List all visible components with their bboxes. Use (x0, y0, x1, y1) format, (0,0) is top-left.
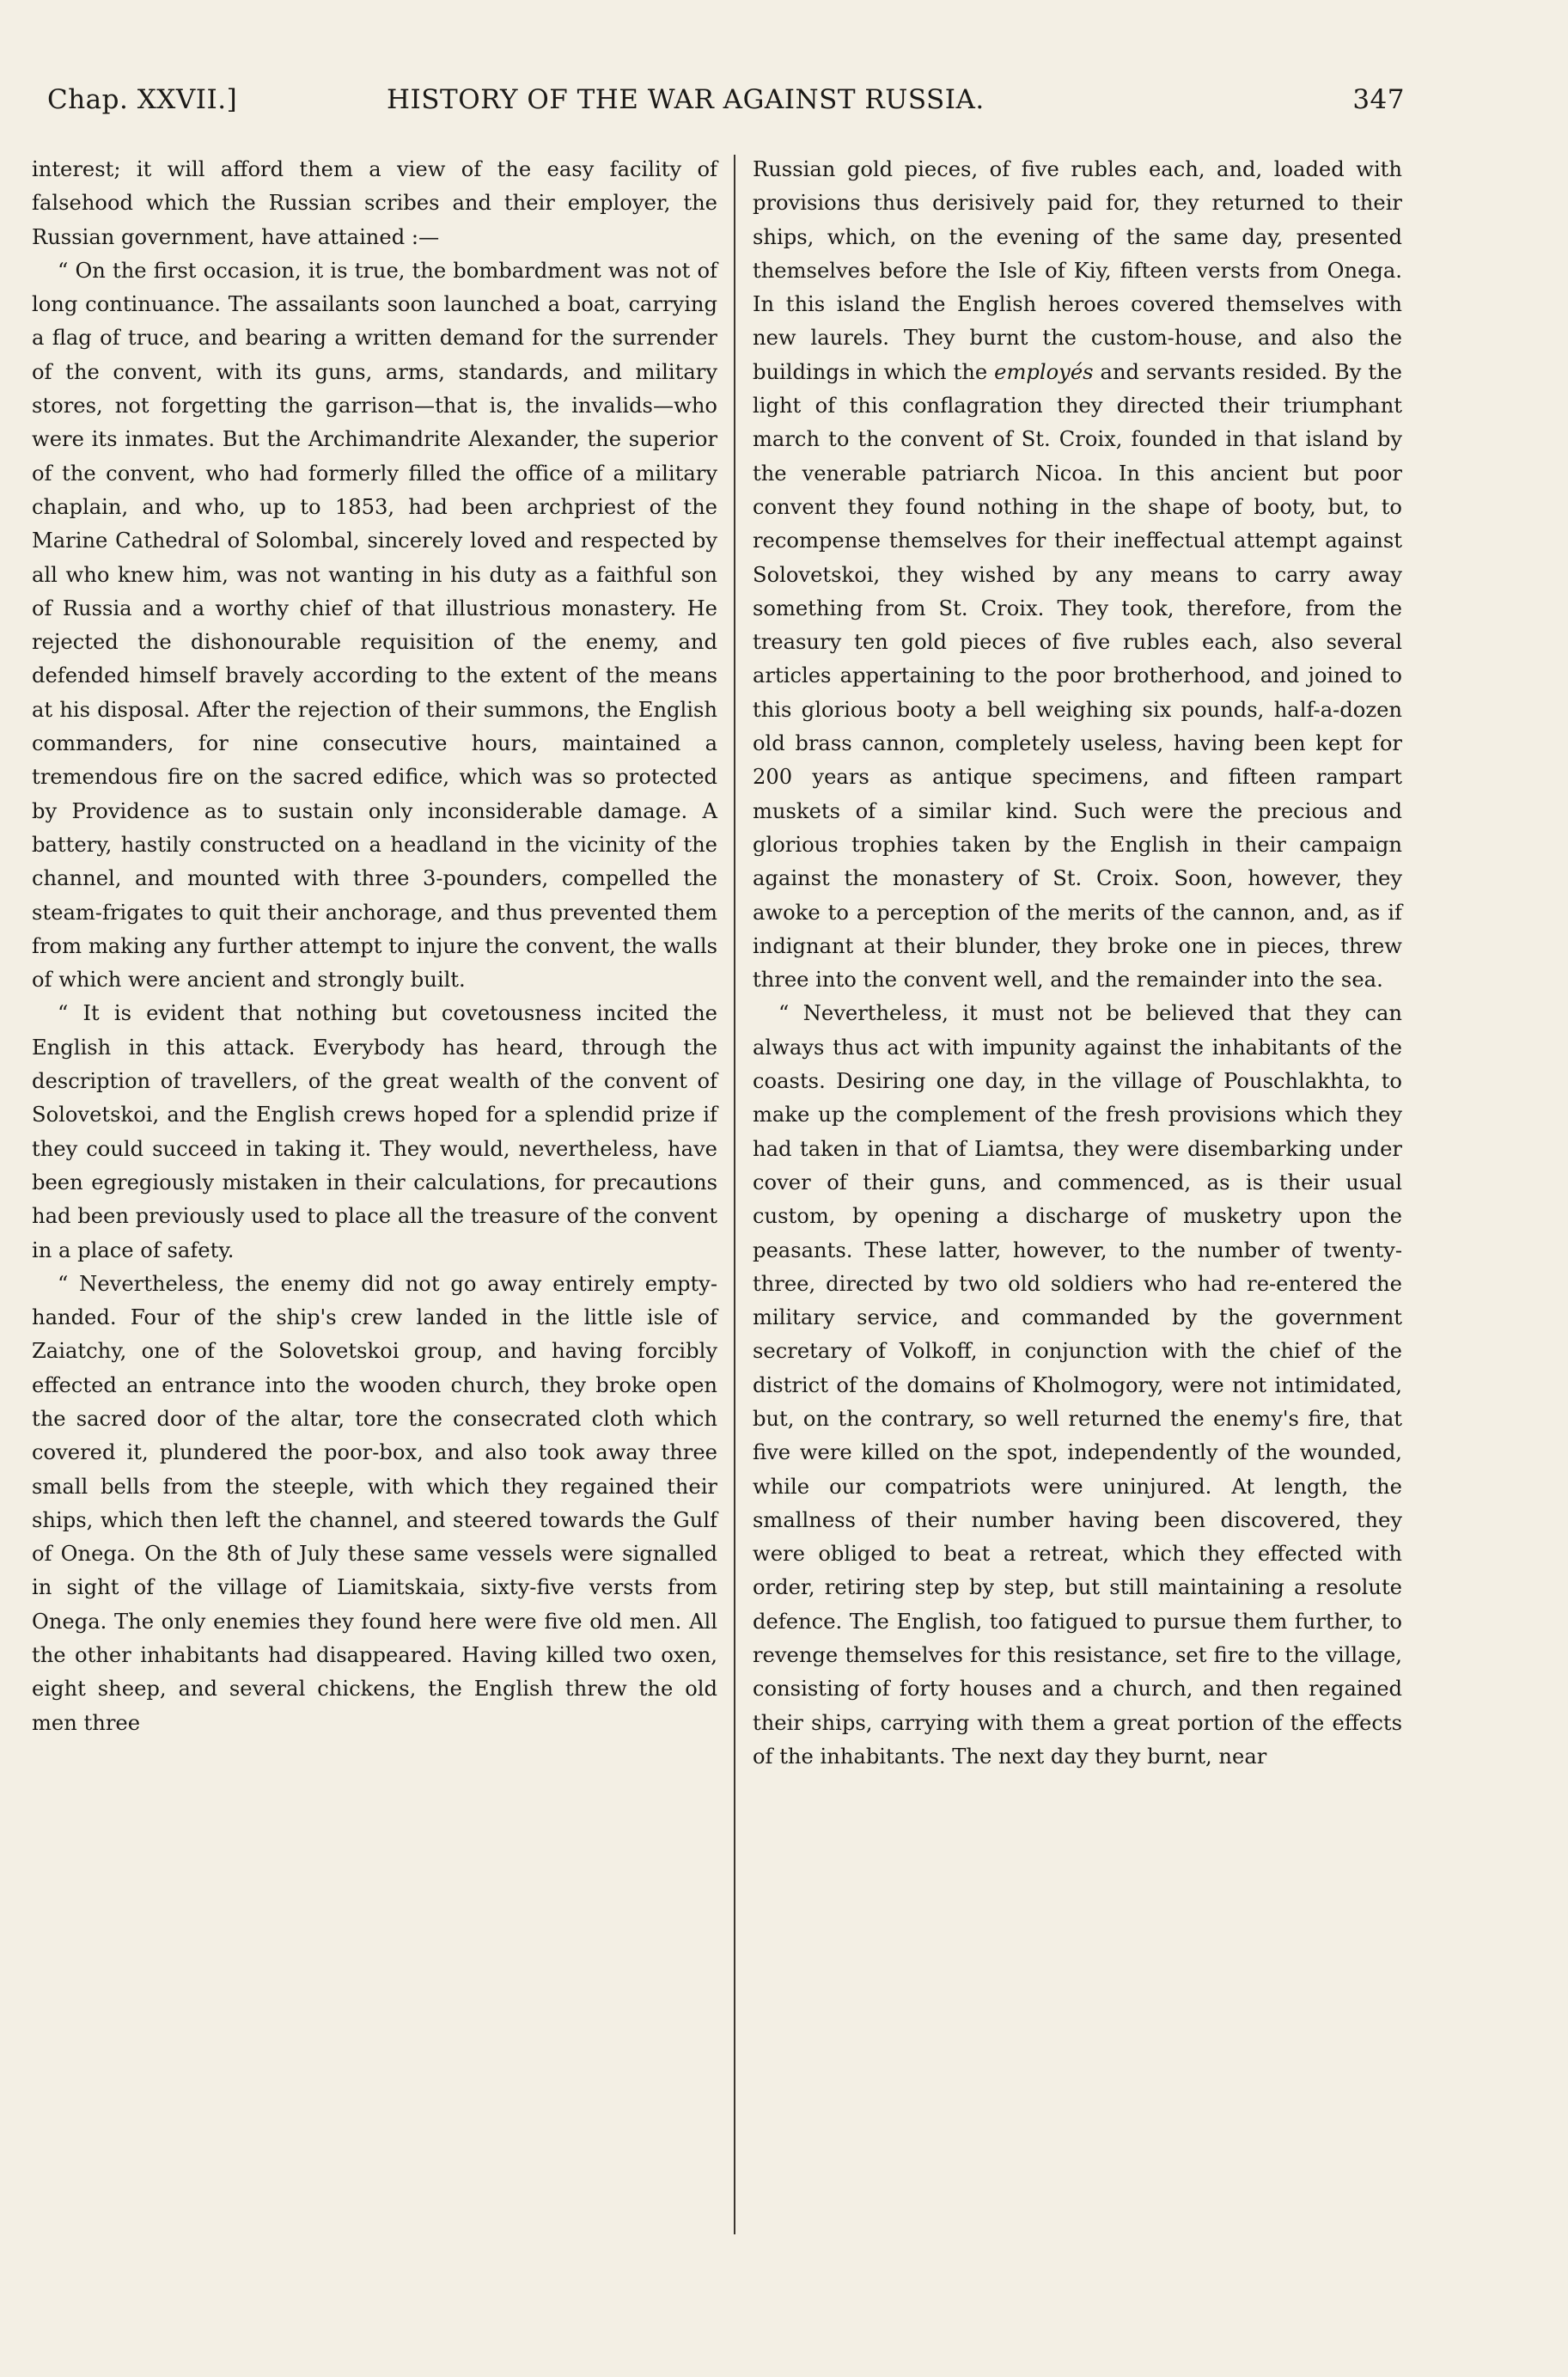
paragraph: “ It is evident that nothing but covetousness incited the English in this attack. Everybody has heard, through the description of travellers, of the great wealth of the convent of Solovetskoi, and the English crews hoped for a splendid prize if they could succeed in taking it. They would, nevertheless, have been egregiously mistaken in their calculations, for precautions had been previously used to place all the treasure of the convent in a place of safety. (32, 1001, 717, 1262)
paragraph (753, 153, 1402, 997)
italic-term: employés (994, 359, 1094, 384)
right-column (753, 153, 1402, 1774)
paragraph: “ On the first occasion, it is true, the bombardment was not of long continuance. The assailants soon launched a boat, carrying a flag of truce, and bearing a written demand for the surrender of the convent, with its guns, arms, standards, and military stores, not forgetting the garrison—that is, the invalids—who were its inmates. But the Archimandrite Alexander, the superior of the convent, who had formerly filled the office of a military chaplain, and who, up to 1853, had been archpriest of the Marine Cathedral of Solombal, sincerely loved and respected by all who knew him, was not wanting in his duty as a faithful son of Russia and a worthy chief of that illustrious monastery. He rejected the dishonourable requisition of the enemy, and defended himself bravely according to the extent of the means at his disposal. After the rejection of their summons, the English commanders, for nine consecutive hours, maintained a tremendous fire on the sacred edifice, which was so protected by Providence as to sustain only inconsiderable damage. A battery, hastily constructed on a headland in the vicinity of the channel, and mounted with three 3-pounders, compelled the steam-frigates to quit their anchorage, and thus prevented them from making any further attempt to injure the convent, the walls of which were ancient and strongly built. (32, 258, 717, 993)
paragraph-text: Russian gold pieces, of five rubles each, and, loaded with provisions thus derisively paid for, they returned to their ships, which, on the evening of the same day, presented themselves before the Isle of Kiy, fifteen versts from Onega. In this island the English heroes covered themselves with new laurels. They burnt the custom-house, and also the buildings in which the (753, 157, 1402, 384)
running-title: HISTORY OF THE WAR AGAINST RUSSIA. (387, 84, 985, 115)
running-header (47, 84, 1405, 136)
left-column (32, 153, 717, 1740)
chapter-label: Chap. XXVII.] (47, 84, 238, 115)
paragraph-text: and servants resided. By the light of this conflagration they directed their triumphant march to the convent of St. Croix, founded in that island by the venerable patriarch Nicoa. In this ancient but poor convent they found nothing in the shape of booty, but, to recompense themselves for their ineffectual attempt against Solovetskoi, they wished by any means to carry away something from St. Croix. They took, therefore, from the treasury ten gold pieces of five rubles each, also several articles appertaining to the poor brotherhood, and joined to this glorious booty a bell weighing six pounds, half-a-dozen old brass cannon, completely useless, having been kept for 200 years as antique specimens, and fifteen rampart muskets of a similar kind. Such were the precious and glorious trophies taken by the English in their campaign against the monastery of St. Croix. Soon, however, they awoke to a perception of the merits of the cannon, and, as if indignant at their blunder, they broke one in pieces, threw three into the convent well, and the remainder into the sea. (753, 359, 1402, 993)
paragraph: “ Nevertheless, it must not be believed that they can always thus act with impunity against the inhabitants of the coasts. Desiring one day, in the village of Pouschlakhta, to make up the complement of the fresh provisions which they had taken in that of Liamtsa, they were disembarking under cover of their guns, and commenced, as is their usual custom, by opening a discharge of musketry upon the peasants. These latter, however, to the number of twenty-three, directed by two old soldiers who had re-entered the military service, and commanded by the government secretary of Volkoff, in conjunction with the chief of the district of the domains of Kholmogory, were not intimidated, but, on the contrary, so well returned the enemy's fire, that five were killed on the spot, independently of the wounded, while our compatriots were uninjured. At length, the smallness of their number having been discovered, they were obliged to beat a retreat, which they effected with order, retiring step by step, but still maintaining a resolute defence. The English, too fatigued to pursue them further, to revenge themselves for this resistance, set fire to the village, consisting of forty houses and a church, and then regained their ships, carrying with them a great portion of the effects of the inhabitants. The next day they burnt, near (753, 1001, 1402, 1769)
page-number: 347 (1352, 84, 1405, 115)
paragraph: “ Nevertheless, the enemy did not go away entirely empty-handed. Four of the ship's crew landed in the little isle of Zaiatchy, one of the Solovetskoi group, and having forcibly effected an entrance into the wooden church, they broke open the sacred door of the altar, tore the consecrated cloth which covered it, plundered the poor-box, and also took away three small bells from the steeple, with which they regained their ships, which then left the channel, and steered towards the Gulf of Onega. On the 8th of July these same vessels were signalled in sight of the village of Liamitskaia, sixty-five versts from Onega. The only enemies they found here were five old men. All the other inhabitants had disappeared. Having killed two oxen, eight sheep, and several chickens, the English threw the old men three (32, 1271, 717, 1735)
column-divider (734, 155, 735, 2234)
paragraph: interest; it will afford them a view of the easy facility of falsehood which the Russian scribes and their employer, the Russian government, have attained :— (32, 157, 717, 249)
